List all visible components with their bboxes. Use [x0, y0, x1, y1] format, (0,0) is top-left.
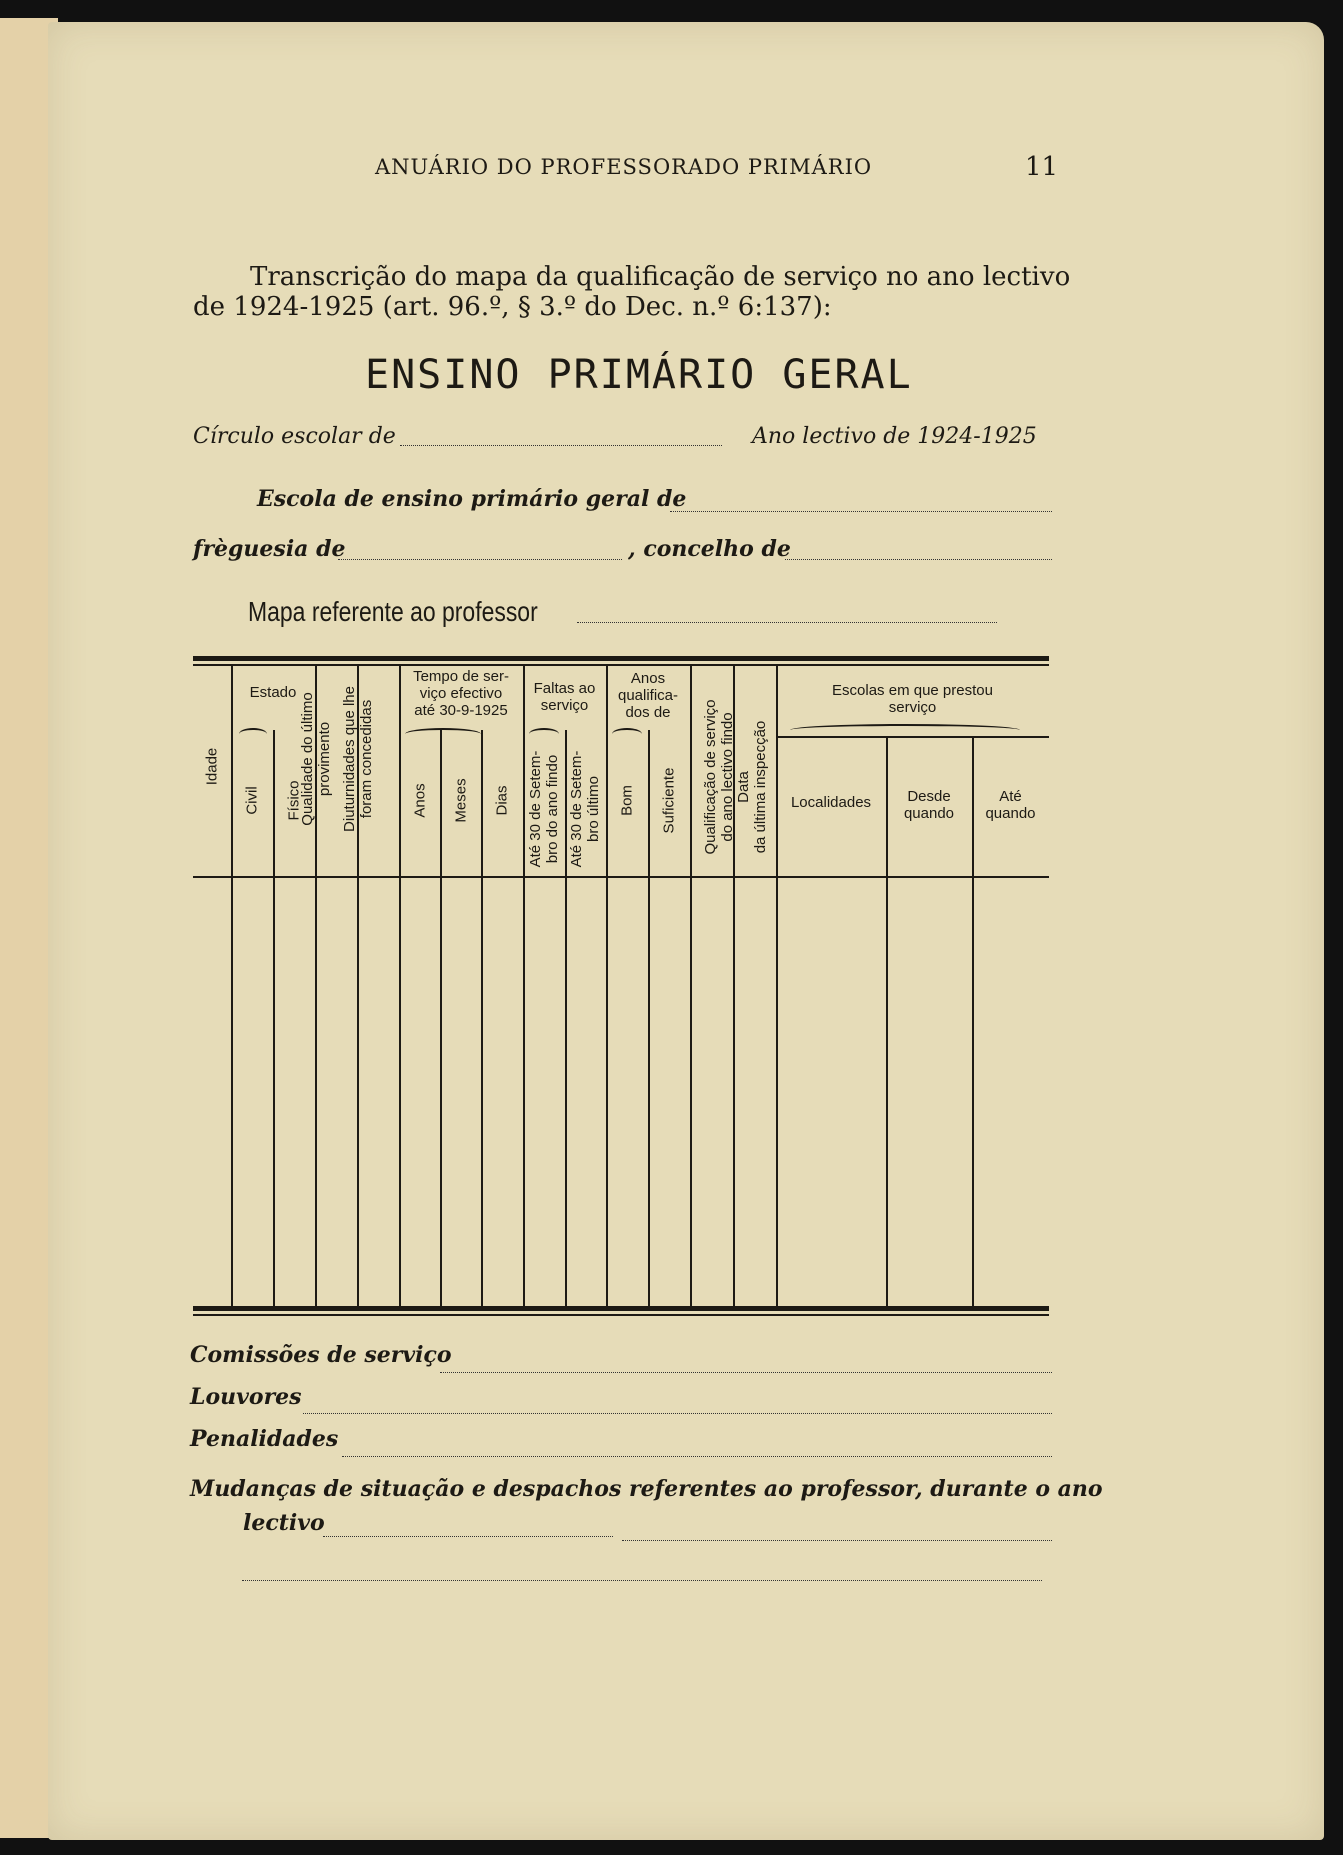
mudancas-field-3[interactable] [242, 1580, 1042, 1581]
col-localidades: Localidades [790, 794, 872, 811]
comissoes-label: Comissões de serviço [190, 1342, 452, 1368]
intro-line-1: Transcrição do mapa da qualificação de serviço no ano lectivo [250, 262, 1071, 292]
col-idade: Idade [203, 747, 221, 786]
professor-field[interactable] [577, 622, 997, 623]
escola-label: Escola de ensino primário geral de [257, 486, 687, 512]
page-number: 11 [1025, 152, 1059, 182]
data-l1: Data [735, 771, 752, 803]
circulo-label: Círculo escolar de [193, 424, 396, 449]
lectivo-label: lectivo [243, 1510, 325, 1536]
mudancas-field-2[interactable] [622, 1540, 1052, 1541]
freguesia-label: frèguesia de [193, 536, 346, 562]
ate-l2: quando [985, 805, 1036, 822]
col-anos: Anos [411, 783, 429, 818]
col-anos-qualificados [606, 670, 690, 721]
penalidades-field[interactable] [342, 1456, 1052, 1457]
col-diuturnidades [341, 669, 375, 849]
anosq-l2: qualifica- [617, 687, 679, 704]
faltas-l2: serviço [540, 697, 589, 714]
desde-l1: Desde [907, 788, 951, 805]
anosq-l1: Anos [630, 670, 666, 687]
col-ate30-findo [527, 739, 561, 879]
col-desde-quando [886, 788, 972, 822]
ate30b-l1: Até 30 de Setem- [568, 750, 585, 868]
diuturnidades-l1: Diuturnidades que lhe [341, 686, 358, 832]
page-title: ENSINO PRIMÁRIO GERAL [365, 352, 913, 398]
concelho-label: , concelho de [628, 536, 791, 562]
comissoes-field[interactable] [440, 1372, 1052, 1373]
col-dias: Dias [493, 785, 511, 816]
louvores-label: Louvores [190, 1384, 302, 1410]
louvores-field[interactable] [303, 1413, 1052, 1414]
escola-field[interactable] [670, 511, 1052, 512]
penalidades-label: Penalidades [190, 1426, 339, 1452]
escolas-l2: serviço [888, 699, 937, 716]
col-meses: Meses [452, 778, 470, 823]
tempo-l2: viço efectivo [419, 685, 503, 702]
ate30a-l2: bro do ano findo [544, 754, 561, 864]
mudancas-field-1[interactable] [323, 1536, 613, 1537]
tempo-l1: Tempo de ser- [413, 668, 509, 685]
col-faltas [523, 680, 606, 714]
col-suficiente: Suficiente [660, 767, 678, 834]
qualif-l2: do ano lectivo findo [719, 712, 736, 842]
escolas-l1: Escolas em que prestou [832, 682, 993, 699]
col-escolas [776, 682, 1049, 716]
tempo-l3: até 30-9-1925 [414, 702, 508, 719]
faltas-l1: Faltas ao [533, 680, 596, 697]
qualidade-l1: Qualidade do último [299, 692, 316, 826]
col-civil: Civil [243, 786, 261, 815]
col-qualificacao [702, 677, 736, 877]
col-data-inspeccao [735, 697, 769, 877]
freguesia-field[interactable] [338, 559, 622, 560]
col-ate30-ultimo [568, 739, 602, 879]
col-qualidade [299, 669, 333, 849]
qualif-l1: Qualificação de serviço [702, 699, 719, 855]
ano-lectivo-label: Ano lectivo de 1924-1925 [752, 424, 1037, 449]
concelho-field[interactable] [785, 559, 1052, 560]
col-bom: Bom [618, 785, 636, 816]
col-fisico: Físico [285, 780, 303, 821]
ate30b-l2: bro último [585, 776, 602, 842]
qualidade-l2: provimento [316, 721, 333, 797]
col-ate-quando [972, 788, 1049, 822]
ate-l1: Até [999, 788, 1022, 805]
ate30a-l1: Até 30 de Setem- [527, 750, 544, 868]
mudancas-label: Mudanças de situação e despachos referentes ao professor, durante o ano [190, 1476, 1103, 1502]
data-l2: da última inspecção [752, 720, 769, 854]
running-title: ANUÁRIO DO PROFESSORADO PRIMÁRIO [375, 155, 873, 179]
desde-l2: quando [903, 805, 955, 822]
intro-line-2: de 1924-1925 (art. 96.º, § 3.º do Dec. n.º 6:137): [193, 292, 832, 322]
col-estado: Estado [249, 684, 297, 701]
diuturnidades-l2: foram concedidas [358, 699, 375, 819]
anosq-l3: dos de [625, 704, 671, 721]
mapa-label: Mapa referente ao professor [248, 596, 538, 627]
col-tempo [399, 668, 523, 719]
circulo-field[interactable] [400, 445, 722, 446]
